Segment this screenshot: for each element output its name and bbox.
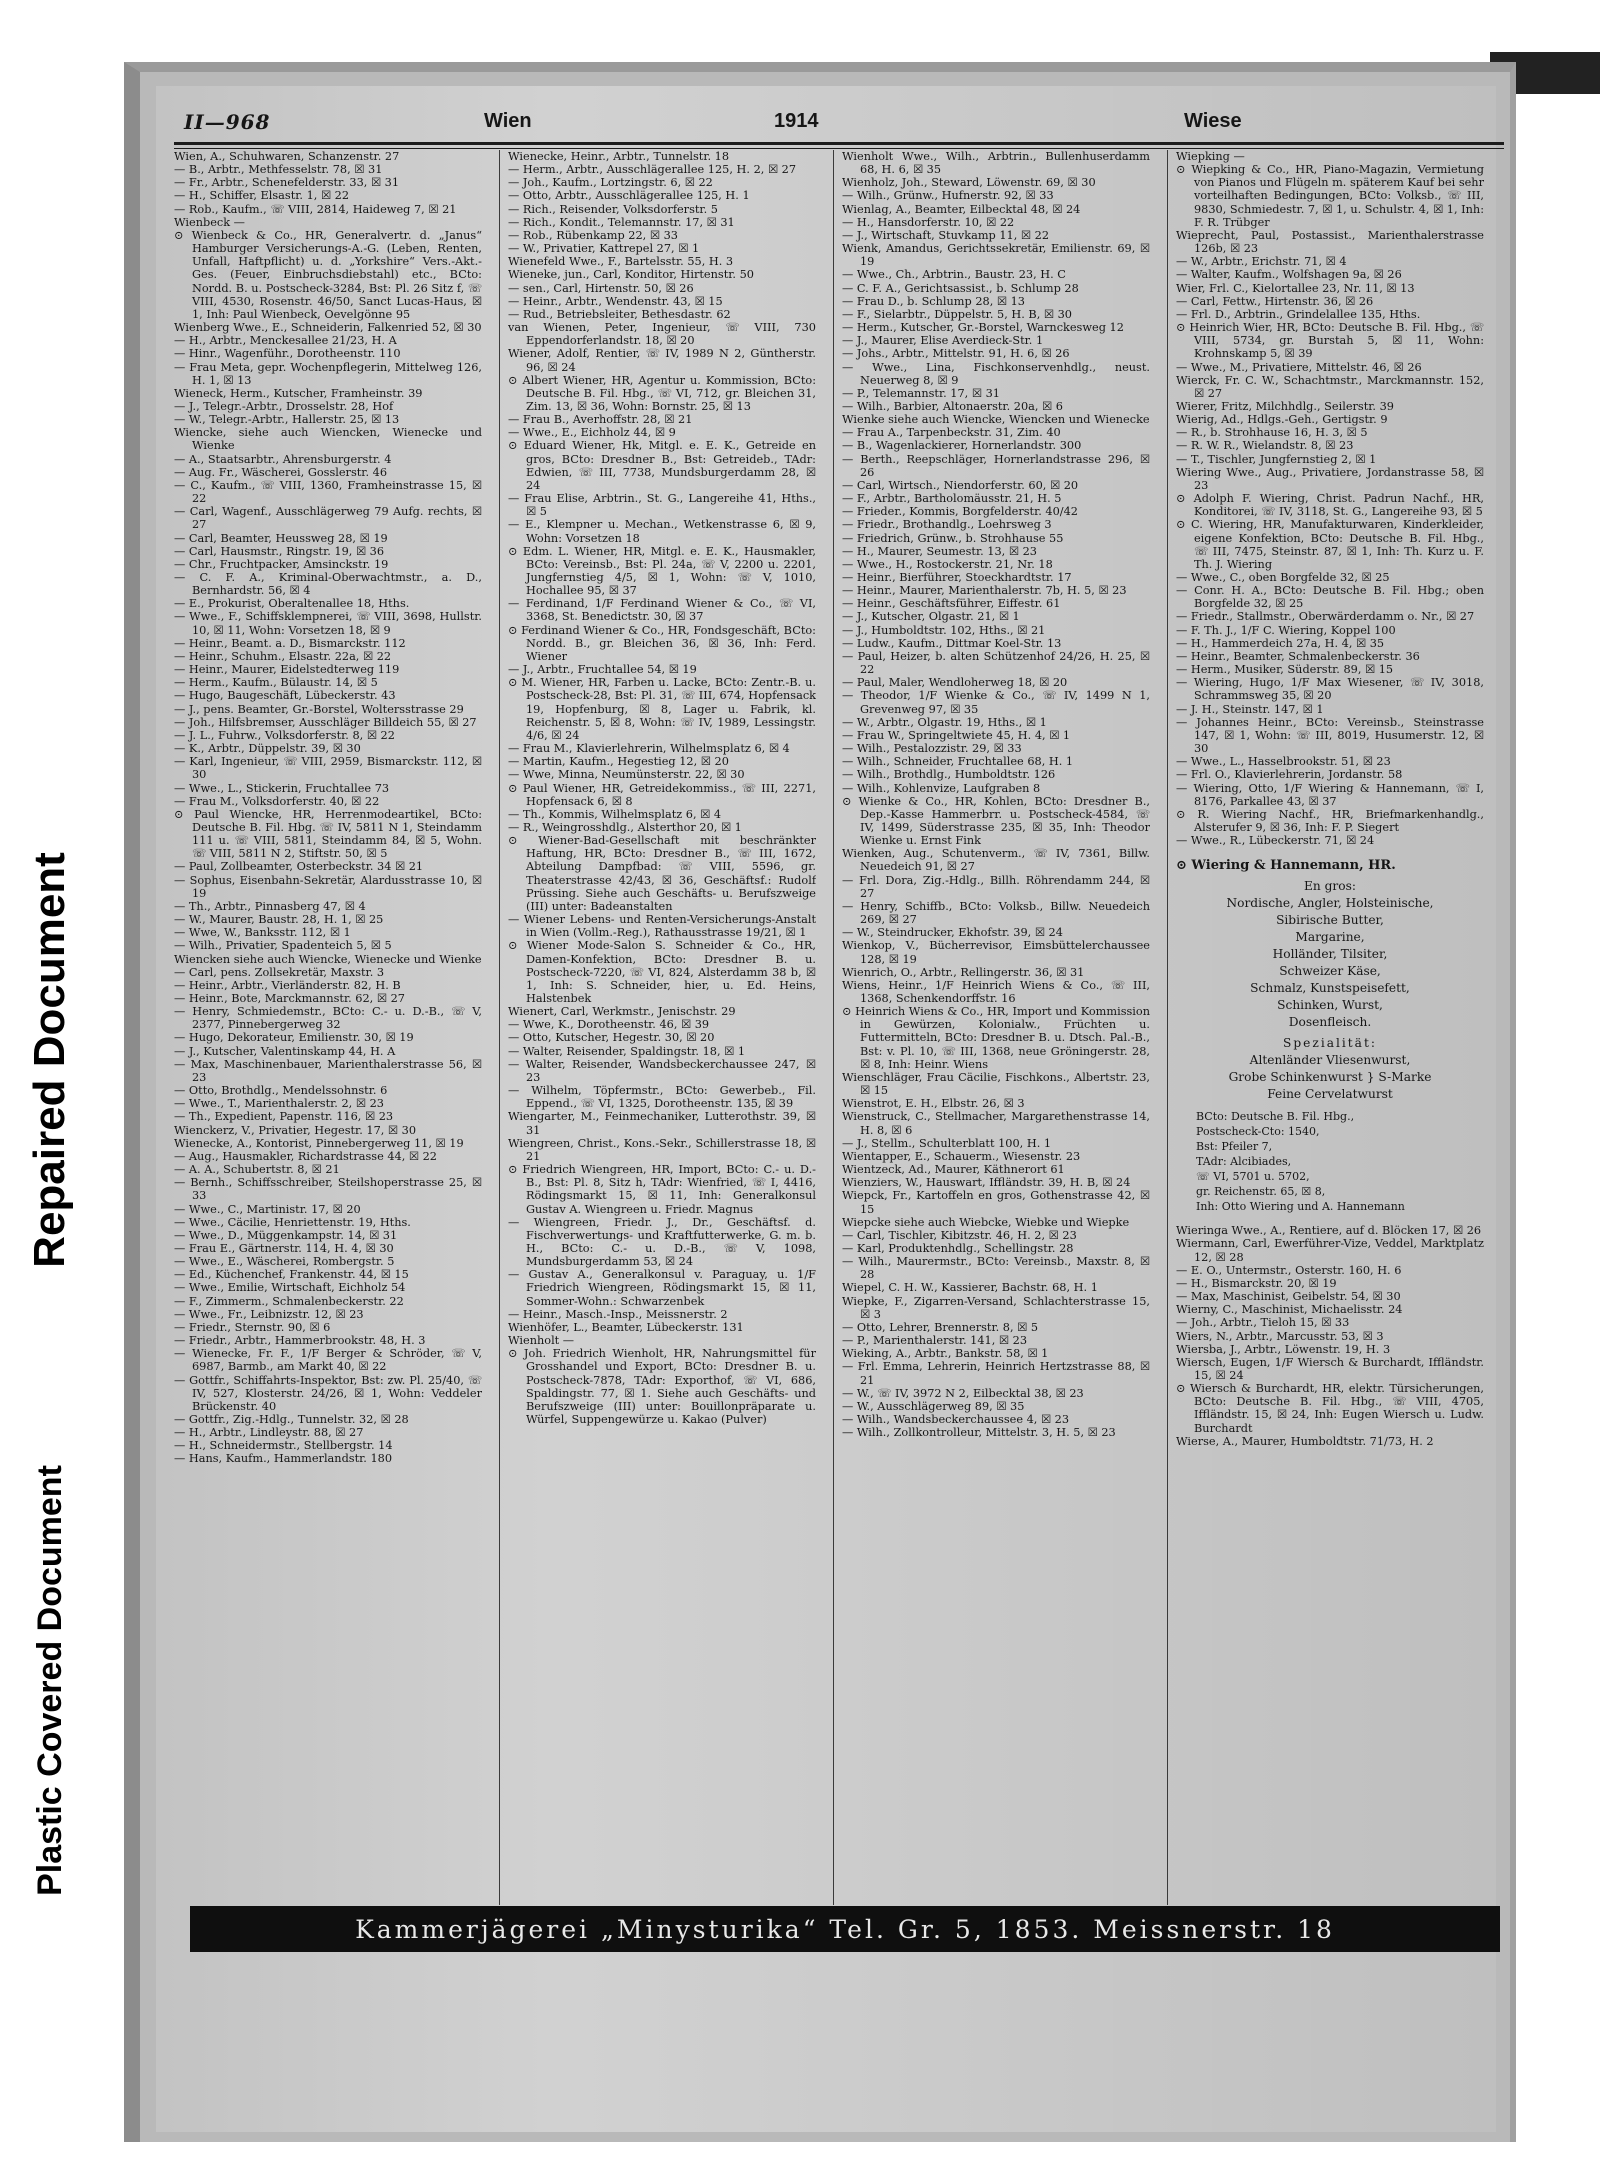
directory-entry: ⊙ Wienbeck & Co., HR, Generalvertr. d. „Janus“ Hamburger Versicherungs-A.-G. (Leben, Renten, Unfall, Haftpflicht) u. d. „Yorkshire“ Vers.-Akt.-Ges. (Feuer, Einbruchsdiebstahl) etc., BCto: Nordd. B. u. Postscheck-3284, Bst: Pl. 26 Sitz f, ☏ VIII, 4530, Rosenstr. 46/50, Sanct Lucas-Haus, ☒ 1, Inh: Paul Wienbeck, Oevelgönne 95 (174, 228, 482, 321)
directory-entry: — Wilh., Wandsbeckerchaussee 4, ☒ 23 (842, 1413, 1070, 1426)
directory-entry: Wienecke, Heinr., Arbtr., Tunnelstr. 18 (508, 150, 730, 163)
directory-entry: — Wwe, K., Dorotheenstr. 46, ☒ 39 (508, 1018, 710, 1032)
directory-entry: ⊙ Ferdinand Wiener & Co., HR, Fondsgeschäft, BCto: Nordd. B., gr. Bleichen 36, ☒ 36, Inh: Ferd. Wiener (508, 623, 816, 663)
directory-entry: — W., Arbtr., Olgastr. 19, Hths., ☒ 1 (842, 715, 1047, 729)
directory-entry: Wiencken siehe auch Wiencke, Wienecke und Wienke (174, 952, 482, 966)
header-keyword: Wiese (1184, 110, 1242, 132)
directory-entry: — Wwe., M., Privatiere, Mittelstr. 46, ☒ 26 (1176, 360, 1422, 374)
directory-entry: Wiens, Heinr., 1/F Heinrich Wiens & Co., ☏ III, 1368, Schenkendorffstr. 16 (842, 978, 1150, 1005)
directory-entry: Wierny, C., Maschinist, Michaelisstr. 24 (1176, 1303, 1403, 1317)
directory-entry: — W., Steindrucker, Ekhofstr. 39, ☒ 24 (842, 926, 1063, 940)
column-4-after-entries (1176, 1224, 1484, 1448)
directory-entry: — Heinr., Maurer, Marienthalerstr. 7b, H. 5, ☒ 23 (842, 584, 1127, 598)
advertisement (1176, 857, 1484, 1214)
directory-entry: — H., Schneidermstr., Stellbergstr. 14 (174, 1439, 393, 1453)
directory-entry: — Hans, Kaufm., Hammerlandstr. 180 (174, 1452, 393, 1466)
directory-entry: Wienholz, Joh., Steward, Löwenstr. 69, ☒ 30 (842, 176, 1096, 190)
directory-entry: — W., Maurer, Baustr. 28, H. 1, ☒ 25 (174, 913, 384, 927)
directory-entry: Wienke siehe auch Wiencke, Wiencken und Wienecke (842, 413, 1150, 427)
directory-entry: Margarine, (1295, 930, 1365, 945)
directory-entry: Wienckerz, V., Privatier, Hegestr. 17, ☒ 30 (174, 1123, 417, 1137)
directory-entry: Wienschläger, Frau Cäcilie, Fischkons., Albertstr. 23, ☒ 15 (842, 1070, 1150, 1098)
directory-entry: ⊙ Friedrich Wiengreen, HR, Import, BCto: C.- u. D.-B., Bst: Pl. 8, Sitz h, TAdr: Wienfried, ☏ I, 4416, Rödingsmarkt 15, ☒ 11, Inh: Generalkonsul Gustav A. Wiengreen u. Friedr. Magnus (508, 1163, 816, 1216)
directory-entry: — Carl, Beamter, Heussweg 28, ☒ 19 (174, 531, 388, 545)
directory-entry: — A., Staatsarbtr., Ahrensburgerstr. 4 (174, 452, 392, 466)
directory-entry: — E. O., Untermstr., Osterstr. 160, H. 6 (1176, 1263, 1402, 1277)
scanned-page (124, 62, 1516, 2142)
directory-entry: — Martin, Kaufm., Hegestieg 12, ☒ 20 (508, 755, 729, 769)
directory-entry: — Theodor, 1/F Wienke & Co., ☏ IV, 1499 N 1, Grevenweg 97, ☒ 35 (842, 689, 1150, 716)
directory-entry: — Otto, Brothdlg., Mendelssohnstr. 6 (174, 1084, 388, 1098)
directory-entry: — H., Maurer, Seumestr. 13, ☒ 23 (842, 544, 1037, 558)
directory-entry: — Frau M., Volksdorferstr. 40, ☒ 22 (174, 794, 380, 808)
directory-entry: Inh: Otto Wiering und A. Hannemann (1196, 1200, 1405, 1214)
directory-entry: Wiepck, Fr., Kartoffeln en gros, Gothenstrasse 42, ☒ 15 (842, 1189, 1150, 1216)
plastic-covered-text: Plastic Covered Document (30, 1464, 69, 1896)
directory-entry: — sen., Carl, Hirtenstr. 50, ☒ 26 (508, 281, 694, 295)
directory-entry: Wiering Wwe., Aug., Privatiere, Jordanstrasse 58, ☒ 23 (1176, 465, 1484, 492)
directory-entry: — Paul, Maler, Wendloherweg 18, ☒ 20 (842, 676, 1068, 690)
directory-entry: — Wwe., L., Hasselbrookstr. 51, ☒ 23 (1176, 755, 1391, 769)
directory-entry: — Wwe., H., Rostockerstr. 21, Nr. 18 (842, 557, 1053, 571)
directory-entry: — Friedrich, Grünw., b. Strohhause 55 (842, 531, 1064, 545)
directory-entry: — Frl. Emma, Lehrerin, Heinrich Hertzstrasse 88, ☒ 21 (842, 1360, 1150, 1387)
directory-entry: — Heinr., Arbtr., Wendenstr. 43, ☒ 15 (508, 294, 723, 308)
header-rule-thin (174, 148, 1504, 149)
directory-entry: — J., Wirtschaft, Stuvkamp 11, ☒ 22 (842, 228, 1050, 242)
directory-entry: — Aug. Fr., Wäscherei, Gosslerstr. 46 (174, 465, 388, 479)
directory-entry: — Wwe., D., Müggenkampstr. 14, ☒ 31 (174, 1228, 398, 1242)
directory-entry: ⊙ Heinrich Wiens & Co., HR, Import und Kommission in Gewürzen, Kolonialw., Früchten u. Futtermitteln, BCto: Dresdner B. u. Dtsch. Pal.-B., Bst: v. Pl. 10, ☏ III, 1368, neue Gröningerstr. 28, ☒ 8, Inh: Heinr. Wiens (842, 1005, 1150, 1071)
directory-entry: Wiers, N., Arbtr., Marcusstr. 53, ☒ 3 (1176, 1329, 1384, 1343)
directory-entry: Sibirische Butter, (1276, 913, 1384, 928)
directory-entry: — T., Tischler, Jungfernstieg 2, ☒ 1 (1176, 452, 1377, 466)
directory-entry: — Wwe., R., Lübeckerstr. 71, ☒ 24 (1176, 834, 1375, 848)
directory-entry: — R., b. Strohhause 16, H. 3, ☒ 5 (1176, 426, 1368, 440)
directory-entry: — Frau Elise, Arbtrin., St. G., Langereihe 41, Hths., ☒ 5 (508, 492, 816, 519)
directory-entry: — Th., Kommis, Wilhelmsplatz 6, ☒ 4 (508, 807, 722, 821)
directory-entry: — H., Hansdorferstr. 10, ☒ 22 (842, 215, 1015, 229)
directory-entry: — Wilh., Privatier, Spadenteich 5, ☒ 5 (174, 939, 392, 953)
directory-entry: ⊙ R. Wiering Nachf., HR, Briefmarkenhandlg., Alsterufer 9, ☒ 36, Inh: F. P. Siegert (1176, 807, 1484, 834)
directory-entry: — Joh., Hilfsbremser, Ausschläger Billdeich 55, ☒ 27 (174, 715, 477, 729)
directory-entry: — Heinr., Bierführer, Stoeckhardtstr. 17 (842, 571, 1072, 584)
directory-entry: — J., Telegr.-Arbtr., Drosselstr. 28, Hof (174, 399, 394, 413)
directory-entry: — Johannes Heinr., BCto: Vereinsb., Steinstrasse 147, ☒ 1, Wohn: ☏ III, 8019, Husumerstr. 12, ☒ 30 (1176, 715, 1484, 756)
directory-entry: Wienholt Wwe., Wilh., Arbtrin., Bullenhuserdamm 68, H. 6, ☒ 35 (842, 150, 1150, 177)
directory-entry: Schweizer Käse, (1279, 964, 1381, 979)
directory-entry: — Heinr., Beamt. a. D., Bismarckstr. 112 (174, 636, 406, 650)
directory-entry: — K., Arbtr., Düppelstr. 39, ☒ 30 (174, 742, 361, 756)
directory-entry: Wiepke, F., Zigarren-Versand, Schlachterstrasse 15, ☒ 3 (842, 1294, 1150, 1321)
directory-entry: — Carl, Wagenf., Ausschlägerweg 79 Aufg. rechts, ☒ 27 (174, 505, 482, 532)
directory-entry: — Wilh., Schneider, Fruchtallee 68, H. 1 (842, 755, 1074, 769)
page-number: II—968 (184, 110, 271, 134)
directory-entry: — H., Arbtr., Lindleystr. 88, ☒ 27 (174, 1426, 364, 1440)
directory-entry: — Otto, Lehrer, Brennerstr. 8, ☒ 5 (842, 1320, 1039, 1334)
directory-entry: — Gustav A., Generalkonsul v. Paraguay, u. 1/F Friedrich Wiengreen, Rödingsmarkt 15, ☒ 11, Sommer-Wohn.: Schwarzenbek (508, 1268, 816, 1308)
directory-entry: — Wwe., T., Marienthalerstr. 2, ☒ 23 (174, 1097, 384, 1111)
directory-entry: — Karl, Produktenhdlg., Schellingstr. 28 (842, 1241, 1074, 1255)
directory-entry: — Karl, Ingenieur, ☏ VIII, 2959, Bismarckstr. 112, ☒ 30 (174, 755, 482, 782)
directory-entry: Wienert, Carl, Werkmstr., Jenischstr. 29 (508, 1005, 736, 1019)
directory-entry: Wieneck, Herm., Kutscher, Framheinstr. 39 (174, 386, 423, 400)
directory-entry: — E., Prokurist, Oberaltenallee 18, Hths. (174, 597, 410, 611)
directory-entry: — Joh., Kaufm., Lortzingstr. 6, ☒ 22 (508, 176, 713, 190)
directory-entry: — Ludw., Kaufm., Dittmar Koel-Str. 13 (842, 636, 1062, 650)
directory-entry: Wiersba, J., Arbtr., Löwenstr. 19, H. 3 (1176, 1342, 1391, 1356)
directory-entry: — J., pens. Beamter, Gr.-Borstel, Woltersstrasse 29 (174, 702, 464, 716)
column-divider (499, 150, 500, 1905)
directory-entry: — H., Arbtr., Menckesallee 21/23, H. A (174, 334, 397, 348)
directory-entry: Wierer, Fritz, Milchhdlg., Seilerstr. 39 (1176, 399, 1394, 413)
directory-entry: Wierck, Fr. C. W., Schachtmstr., Marckmannstr. 152, ☒ 27 (1176, 373, 1484, 400)
directory-entry: — Th., Expedient, Papenstr. 116, ☒ 23 (174, 1110, 394, 1124)
directory-entry: — Wiering, Otto, 1/F Wiering & Hannemann, ☏ I, 8176, Parkallee 43, ☒ 37 (1176, 781, 1484, 808)
directory-entry: — Carl, Fettw., Hirtenstr. 36, ☒ 26 (1176, 294, 1374, 308)
directory-entry: ⊙ Edm. L. Wiener, HR, Mitgl. e. E. K., Hausmakler, BCto: Vereinsb., Bst: Pl. 24a, ☏ V, 2200 u. 2201, Jungfernstieg 4/5, ☒ 1, Wohn: ☏ V, 1010, Hochallee 95, ☒ 37 (508, 544, 816, 598)
directory-entry: Wienrich, O., Arbtr., Rellingerstr. 36, ☒ 31 (842, 965, 1085, 979)
directory-entry: ⊙ Joh. Friedrich Wienholt, HR, Nahrungsmittel für Grosshandel und Export, BCto: Dresdner B. u. Postscheck-7878, TAdr: Exporthof, ☏ VI, 686, Spaldingstr. 77, ☒ 1. Siehe auch Geschäfts- und Berufszweige (III) unter: Bouillonpräparate u. Würfel, Suppengewürze u. Kakao (Pulver) (508, 1347, 816, 1426)
directory-entry: — Johs., Arbtr., Mittelstr. 91, H. 6, ☒ 26 (842, 347, 1070, 361)
directory-entry: — Carl, Wirtsch., Niendorferstr. 60, ☒ 20 (842, 478, 1079, 492)
directory-entry: Wienholt — (508, 1334, 575, 1348)
directory-entry: Wieneke, jun., Carl, Konditor, Hirtenstr. 50 (508, 268, 754, 282)
directory-entry: — H., Schiffer, Elsastr. 1, ☒ 22 (174, 189, 350, 203)
directory-entry: — C. F. A., Gerichtsassist., b. Schlump 28 (842, 281, 1079, 295)
directory-entry: — Walter, Reisender, Wandsbeckerchaussee 247, ☒ 23 (508, 1057, 816, 1084)
directory-entry: Wienk, Amandus, Gerichtssekretär, Emilienstr. 69, ☒ 19 (842, 242, 1150, 269)
directory-entry: — Wwe., L., Stickerin, Fruchtallee 73 (174, 781, 390, 795)
banner-text: Kammerjägerei „Minysturika“ Tel. Gr. 5, 1853. Meissnerstr. 18 (355, 1914, 1335, 1944)
directory-entry: — J., Kutscher, Olgastr. 21, ☒ 1 (842, 610, 1020, 624)
directory-entry: Wiepel, C. H. W., Kassierer, Bachstr. 68, H. 1 (842, 1281, 1098, 1295)
directory-entry: ⊙ C. Wiering, HR, Manufakturwaren, Kinderkleider, eigene Konfektion, BCto: Deutsche B. Fil. Hbg., ☏ III, 7475, Steinstr. 87, ☒ 1, Inh: Th. Kurz u. F. Th. J. Wiering (1176, 518, 1484, 571)
advert-details (1176, 1109, 1484, 1214)
directory-entry: — Wilh., Kohlenvize, Laufgraben 8 (842, 781, 1041, 795)
directory-entry: Holländer, Tilsiter, (1272, 947, 1388, 962)
directory-entry: — Walter, Reisender, Spaldingstr. 18, ☒ 1 (508, 1044, 746, 1058)
directory-entry: — Heinr., Schuhm., Elsastr. 22a, ☒ 22 (174, 649, 392, 663)
directory-entry: Wienberg Wwe., E., Schneiderin, Falkenried 52, ☒ 30 (174, 321, 482, 335)
directory-entry: — H., Bismarckstr. 20, ☒ 19 (1176, 1276, 1337, 1290)
directory-entry: Dosenfleisch. (1288, 1015, 1372, 1030)
directory-entry: — R., Weingrosshdlg., Alsterthor 20, ☒ 1 (508, 820, 742, 834)
directory-entry: Wierse, A., Maurer, Humboldtstr. 71/73, H. 2 (1176, 1434, 1434, 1448)
directory-entry: Wiermann, Carl, Ewerführer-Vize, Veddel, Marktplatz 12, ☒ 28 (1176, 1237, 1484, 1264)
directory-entry: — J., Humboldtstr. 102, Hths., ☒ 21 (842, 623, 1046, 637)
directory-entry: — Friedr., Arbtr., Hammerbrookstr. 48, H. 3 (174, 1334, 426, 1348)
directory-entry: — Wilh., Zollkontrolleur, Mittelstr. 3, H. 5, ☒ 23 (842, 1426, 1116, 1440)
directory-entry: — W., Telegr.-Arbtr., Hallerstr. 25, ☒ 13 (174, 413, 400, 427)
directory-entry: — Wilhelm, Töpfermstr., BCto: Gewerbeb., Fil. Eppend., ☏ VI, 1325, Dorotheenstr. 135, ☒ 39 (508, 1084, 816, 1111)
directory-entry: ⊙ Albert Wiener, HR, Agentur u. Kommission, BCto: Deutsche B. Fil. Hbg., ☏ VI, 712, gr. Bleichen 31, Zim. 13, ☒ 36, Wohn: Bornstr. 25, ☒ 13 (508, 373, 816, 413)
directory-entry: — Fr., Arbtr., Schenefelderstr. 33, ☒ 31 (174, 176, 400, 190)
directory-entry: — Henry, Schmiedemstr., BCto: C.- u. D.-B., ☏ V, 2377, Pinnebergerweg 32 (174, 1005, 482, 1032)
directory-entry: — J. H., Steinstr. 147, ☒ 1 (1176, 702, 1324, 716)
directory-entry: — Wwe., C., oben Borgfelde 32, ☒ 25 (1176, 571, 1390, 584)
directory-entry: — F., Zimmerm., Schmalenbeckerstr. 22 (174, 1294, 404, 1308)
directory-entry: Wierig, Ad., Hdlgs.-Geh., Gertigstr. 9 (1176, 413, 1388, 427)
directory-entry: Wiepcke siehe auch Wiebcke, Wiebke und Wiepke (842, 1215, 1130, 1229)
paper (156, 86, 1496, 2132)
directory-entry: Nordische, Angler, Holsteinische, (1226, 896, 1434, 911)
directory-entry: — Th., Arbtr., Pinnasberg 47, ☒ 4 (174, 899, 366, 913)
directory-entry: ⊙ Paul Wiener, HR, Getreidekommiss., ☏ III, 2271, Hopfensack 6, ☒ 8 (508, 781, 816, 808)
directory-entry: — Frl. O., Klavierlehrerin, Jordanstr. 58 (1176, 768, 1403, 782)
repaired-document-text: Repaired Document (25, 852, 75, 1268)
header-rule (174, 142, 1504, 145)
directory-entry: Wien, A., Schuhwaren, Schanzenstr. 27 (174, 150, 400, 163)
directory-entry: — J., Kutscher, Valentinskamp 44, H. A (174, 1044, 396, 1058)
advertisement-banner (190, 1906, 1500, 1952)
directory-entry: Wieprecht, Paul, Postassist., Marienthalerstrasse 126b, ☒ 23 (1176, 228, 1484, 256)
directory-entry: Wiener, Adolf, Rentier, ☏ IV, 1989 N 2, Güntherstr. 96, ☒ 24 (508, 347, 816, 374)
directory-entry: — Wwe., Cäcilie, Henriettenstr. 19, Hths. (174, 1215, 411, 1229)
directory-entry: ⊙ Heinrich Wier, HR, BCto: Deutsche B. Fil. Hbg., ☏ VIII, 5734, gr. Burstah 5, ☒ 11, Wohn: Krohnskamp 5, ☒ 39 (1176, 321, 1484, 361)
directory-entry: Postscheck-Cto: 1540, (1196, 1125, 1320, 1139)
advert-title: ⊙ Wiering & Hannemann, HR. (1176, 858, 1396, 874)
directory-entry: Bst: Pfeiler 7, (1196, 1140, 1273, 1154)
directory-entry: Wiengarter, M., Feinmechaniker, Lutterothstr. 39, ☒ 31 (508, 1110, 816, 1137)
advert-specialities-heading: Spezialität: (1283, 1036, 1377, 1051)
directory-entry: — C., Kaufm., ☏ VIII, 1360, Framheinstrasse 15, ☒ 22 (174, 478, 482, 506)
directory-entry: — P., Marienthalerstr. 141, ☒ 23 (842, 1334, 1028, 1348)
directory-entry: — Wwe., F., Schiffsklempnerei, ☏ VIII, 3698, Hullstr. 10, ☒ 11, Wohn: Vorsetzen 18, ☒ 9 (174, 610, 482, 637)
directory-column-2 (508, 150, 816, 1903)
directory-entry: — Carl, pens. Zollsekretär, Maxstr. 3 (174, 965, 385, 979)
directory-entry: — Heinr., Geschäftsführer, Eiffestr. 61 (842, 597, 1061, 611)
directory-entry: — Gottfr., Zig.-Hdlg., Tunnelstr. 32, ☒ 28 (174, 1413, 409, 1426)
directory-entry: Schmalz, Kunstspeisefett, (1250, 981, 1410, 996)
directory-entry: — Wilh., Pestalozzistr. 29, ☒ 33 (842, 742, 1022, 756)
column-divider (833, 150, 834, 1905)
directory-entry: — Frau Meta, gepr. Wochenpflegerin, Mittelweg 126, H. 1, ☒ 13 (174, 360, 482, 387)
directory-entry: Feine Cervelatwurst (1267, 1087, 1393, 1102)
directory-entry: — F., Sielarbtr., Düppelstr. 5, H. B, ☒ 30 (842, 307, 1072, 321)
directory-entry: Wienhöfer, L., Beamter, Lübeckerstr. 131 (508, 1320, 744, 1334)
directory-entry: Wienkop, V., Bücherrevisor, Eimsbüttelerchaussee 128, ☒ 19 (842, 939, 1150, 966)
directory-entry: ⊙ Adolph F. Wiering, Christ. Padrun Nachf., HR, Konditorei, ☏ IV, 3118, St. G., Langereihe 93, ☒ 5 (1176, 492, 1484, 519)
directory-entry: — Hugo, Baugeschäft, Lübeckerstr. 43 (174, 689, 396, 703)
directory-entry: Wienlag, A., Beamter, Eilbecktal 48, ☒ 24 (842, 202, 1081, 216)
directory-entry: — C. F. A., Kriminal-Oberwachtmstr., a. D., Bernhardstr. 56, ☒ 4 (174, 571, 482, 598)
directory-entry: BCto: Deutsche B. Fil. Hbg., (1196, 1110, 1355, 1124)
directory-entry: — E., Klempner u. Mechan., Wetkenstrasse 6, ☒ 9, Wohn: Vorsetzen 18 (508, 518, 816, 545)
directory-entry: van Wienen, Peter, Ingenieur, ☏ VIII, 730 Eppendorferlandstr. 18, ☒ 20 (508, 321, 816, 348)
directory-column-1 (174, 150, 482, 1903)
directory-entry: — Walter, Kaufm., Wolfshagen 9a, ☒ 26 (1176, 268, 1402, 282)
directory-entry: gr. Reichenstr. 65, ☒ 8, (1196, 1185, 1326, 1199)
directory-entry: ⊙ Wiener-Bad-Gesellschaft mit beschränkter Haftung, HR, BCto: Dresdner B., ☏ III, 1672, Abteilung Dampfbad: ☏ VIII, 5596, gr. Theaterstrasse 42/43, ☒ 36, Geschäftsf.: Rudolf Prüssing. Siehe auch Geschäfts- u. Berufszweige (III) unter: Badeanstalten (508, 834, 816, 913)
directory-entry: — Gottfr., Schiffahrts-Inspektor, Bst: zw. Pl. 25/40, ☏ IV, 527, Klosterstr. 24/26, ☒ 1, Wohn: Veddeler Brückenstr. 40 (174, 1373, 482, 1413)
directory-entry: — Friedr., Sternstr. 90, ☒ 6 (174, 1320, 331, 1334)
directory-entry: — Berth., Reepschläger, Hornerlandstrasse 296, ☒ 26 (842, 452, 1150, 479)
advert-specialities (1176, 1052, 1484, 1103)
header-year: 1914 (774, 110, 819, 132)
directory-entry: — Wilh., Barbier, Altonaerstr. 20a, ☒ 6 (842, 399, 1063, 413)
directory-entry: — Chr., Fruchtpacker, Amsinckstr. 19 (174, 557, 389, 571)
directory-entry: — J., Stellm., Schulterblatt 100, H. 1 (842, 1136, 1052, 1150)
directory-entry: — Wwe., Ch., Arbtrin., Baustr. 23, H. C (842, 268, 1066, 282)
directory-entry: — Herm., Musiker, Süderstr. 89, ☒ 15 (1176, 663, 1394, 677)
directory-entry: Schinken, Wurst, (1277, 998, 1383, 1013)
directory-entry: — Herm., Kaufm., Bülaustr. 14, ☒ 5 (174, 676, 378, 690)
directory-entry: — Friedr., Brothandlg., Loehrsweg 3 (842, 518, 1052, 532)
directory-entry: — Bernh., Schiffsschreiber, Steilshoperstrasse 25, ☒ 33 (174, 1176, 482, 1203)
directory-entry: Wieking, A., Arbtr., Bankstr. 58, ☒ 1 (842, 1347, 1049, 1361)
directory-entry: — R. W. R., Wielandstr. 8, ☒ 23 (1176, 439, 1354, 453)
directory-entry: — Frl. D., Arbtrin., Grindelallee 135, Hths. (1176, 307, 1421, 321)
directory-entry: ⊙ Wienke & Co., HR, Kohlen, BCto: Dresdner B., Dep.-Kasse Hammerbrr. u. Postscheck-4584, ☏ IV, 1499, Süderstrasse 235, ☒ 35, Inh: Theodor Wienke u. Ernst Fink (842, 794, 1150, 848)
directory-entry: — Ferdinand, 1/F Ferdinand Wiener & Co., ☏ VI, 3368, St. Benedictstr. 30, ☒ 37 (508, 597, 816, 624)
directory-entry: ⊙ Paul Wiencke, HR, Herrenmodeartikel, BCto: Deutsche B. Fil. Hbg. ☏ IV, 5811 N 1, Steindamm 111 u. ☏ VIII, 5811, Steindamm 84, ☒ 5, Wohn. ☏ VIII, 5811 N 2, Stiftstr. 50, ☒ 5 (174, 807, 482, 861)
directory-entry: — Frl. Dora, Zig.-Hdlg., Billh. Röhrendamm 244, ☒ 27 (842, 873, 1150, 900)
directory-entry: — W., Privatier, Kattrepel 27, ☒ 1 (508, 242, 700, 256)
directory-entry: ⊙ Wiersch & Burchardt, HR, elektr. Türsicherungen, BCto: Deutsche B. Fil. Hbg., ☏ VIII, 4705, Iffländstr. 15, ☒ 24, Inh: Eugen Wiersch u. Ludw. Burchardt (1176, 1382, 1484, 1435)
directory-entry: — Otto, Arbtr., Ausschlägerallee 125, H. 1 (508, 189, 750, 203)
column-divider (1167, 150, 1168, 1905)
directory-entry: Wienecke, A., Kontorist, Pinnebergerweg 11, ☒ 19 (174, 1136, 464, 1150)
advert-heading: En gros: (1304, 879, 1356, 894)
directory-entry: — Conr. H. A., BCto: Deutsche B. Fil. Hbg.; oben Borgfelde 32, ☒ 25 (1176, 584, 1484, 611)
directory-entry: — Frau A., Tarpenbeckstr. 31, Zim. 40 (842, 426, 1061, 440)
directory-entry: — Paul, Heizer, b. alten Schützenhof 24/26, H. 25, ☒ 22 (842, 649, 1150, 677)
directory-entry: Wientzeck, Ad., Maurer, Käthnerort 61 (842, 1163, 1065, 1177)
directory-entry: Wienken, Aug., Schutenverm., ☏ IV, 7361, Billw. Neuedeich 91, ☒ 27 (842, 847, 1150, 874)
directory-entry: — Hugo, Dekorateur, Emilienstr. 30, ☒ 19 (174, 1031, 414, 1045)
directory-entry: — H., Hammerdeich 27a, H. 4, ☒ 35 (1176, 636, 1385, 650)
directory-entry: — Wwe., Emilie, Wirtschaft, Eichholz 54 (174, 1281, 406, 1295)
directory-entry: — Hinr., Wagenführ., Dorotheenstr. 110 (174, 347, 401, 361)
directory-entry: — Wwe., E., Wäscherei, Rombergstr. 5 (174, 1255, 395, 1269)
directory-entry: — Carl, Hausmstr., Ringstr. 19, ☒ 36 (174, 544, 385, 558)
directory-entry: — J., Maurer, Elise Averdieck-Str. 1 (842, 334, 1044, 348)
directory-column-3 (842, 150, 1150, 1903)
directory-entry: — Heinr., Masch.-Insp., Meissnerstr. 2 (508, 1307, 728, 1321)
directory-entry: Wier, Frl. C., Kielortallee 23, Nr. 11, ☒ 13 (1176, 281, 1415, 295)
directory-entry: — Heinr., Arbtr., Vierländerstr. 82, H. B (174, 978, 401, 992)
directory-entry: — B., Arbtr., Methfesselstr. 78, ☒ 31 (174, 163, 383, 177)
directory-entry: — W., Arbtr., Erichstr. 71, ☒ 4 (1176, 255, 1347, 269)
directory-entry: — Wienecke, Fr. F., 1/F Berger & Schröder, ☏ V, 6987, Barmb., am Markt 40, ☒ 22 (174, 1347, 482, 1374)
page-header (174, 110, 1494, 138)
directory-entry: Wiencke, siehe auch Wiencken, Wienecke und Wienke (174, 426, 482, 453)
directory-entry: — F. Th. J., 1/F C. Wiering, Koppel 100 (1176, 623, 1396, 637)
plastic-covered-label (0, 1380, 100, 1980)
directory-entry: — A. A., Schubertstr. 8, ☒ 21 (174, 1163, 340, 1177)
directory-entry: — Rich., Reisender, Volksdorferstr. 5 (508, 202, 718, 216)
directory-entry: — Otto, Kutscher, Hegestr. 30, ☒ 20 (508, 1031, 715, 1045)
directory-entry: — Paul, Zollbeamter, Osterbeckstr. 34 ☒ 21 (174, 860, 424, 874)
directory-entry: — Frieder., Kommis, Borgfelderstr. 40/42 (842, 505, 1078, 519)
directory-entry: — Sophus, Eisenbahn-Sekretär, Alardusstrasse 10, ☒ 19 (174, 873, 482, 900)
directory-entry: — Rob., Kaufm., ☏ VIII, 2814, Haideweg 7, ☒ 21 (174, 202, 457, 216)
directory-entry: Wientapper, E., Schauerm., Wiesenstr. 23 (842, 1149, 1081, 1163)
directory-entry: — Friedr., Stallmstr., Oberwärderdamm o. Nr., ☒ 27 (1176, 610, 1475, 624)
directory-entry: — Rob., Rübenkamp 22, ☒ 33 (508, 228, 678, 242)
directory-entry: — Wiengreen, Friedr. J., Dr., Geschäftsf. d. Fischverwertungs- und Kraftfutterwerke, G. m. b. H., BCto: C.- u. D.-B., ☏ V, 1098, Mundsburgerdamm 53, ☒ 24 (508, 1215, 816, 1269)
directory-entry: — Rud., Betriebsleiter, Bethesdastr. 62 (508, 307, 731, 321)
directory-entry: Wienstrot, E. H., Elbstr. 26, ☒ 3 (842, 1097, 1025, 1111)
directory-entry: Wiersch, Eugen, 1/F Wiersch & Burchardt, Iffländstr. 15, ☒ 24 (1176, 1355, 1484, 1382)
directory-entry: — Frau D., b. Schlump 28, ☒ 13 (842, 294, 1025, 308)
advert-lines (1176, 895, 1484, 1031)
directory-entry: Wiengreen, Christ., Kons.-Sekr., Schillerstrasse 18, ☒ 21 (508, 1136, 816, 1163)
directory-entry: Wiepking — (1176, 150, 1245, 163)
directory-entry: — Joh., Arbtr., Tieloh 15, ☒ 33 (1176, 1316, 1350, 1330)
column-4-entries (1176, 150, 1484, 847)
directory-entry: — B., Wagenlackierer, Hornerlandstr. 300 (842, 439, 1082, 453)
directory-entry: — Wilh., Maurermstr., BCto: Vereinsb., Maxstr. 8, ☒ 28 (842, 1255, 1150, 1282)
directory-entry: — Henry, Schiffb., BCto: Volksb., Billw. Neuedeich 269, ☒ 27 (842, 899, 1150, 927)
directory-entry: — J., Arbtr., Fruchtallee 54, ☒ 19 (508, 663, 697, 677)
directory-entry: — Rich., Kondit., Telemannstr. 17, ☒ 31 (508, 215, 735, 229)
directory-entry: ⊙ M. Wiener, HR, Farben u. Lacke, BCto: Zentr.-B. u. Postscheck-28, Bst: Pl. 31, ☏ III, 674, Hopfensack 19, Hopfenburg, ☒ 8, Lager u. Fabrik, kl. Reichenstr. 5, ☒ 8, Wohn: ☏ IV, 1989, Lessingstr. 4/6, ☒ 24 (508, 676, 816, 742)
directory-entry: — Carl, Tischler, Kibitzstr. 46, H. 2, ☒ 23 (842, 1228, 1077, 1242)
directory-entry: — Frau W., Springeltwiete 45, H. 4, ☒ 1 (842, 728, 1071, 742)
directory-entry: — Wilh., Grünw., Hufnerstr. 92, ☒ 33 (842, 189, 1054, 203)
directory-entry: — J. L., Fuhrw., Volksdorferstr. 8, ☒ 22 (174, 728, 395, 742)
directory-entry: Wienstruck, C., Stellmacher, Margarethenstrasse 14, H. 8, ☒ 6 (842, 1110, 1150, 1137)
directory-entry: — Wwe, W., Banksstr. 112, ☒ 1 (174, 926, 351, 940)
directory-entry: — Wwe., E., Eichholz 44, ☒ 9 (508, 426, 676, 440)
directory-entry: Altenländer Vliesenwurst, (1249, 1053, 1411, 1068)
directory-entry: ⊙ Eduard Wiener, Hk, Mitgl. e. E. K., Getreide en gros, BCto: Dresdner B., Bst: Getreideb., TAdr: Edwien, ☏ III, 7738, Mundsburgerdamm 28, ☒ 24 (508, 439, 816, 492)
directory-entry: — Wwe., Lina, Fischkonservenhdlg., neust. Neuerweg 8, ☒ 9 (842, 360, 1150, 387)
directory-entry: — Frau B., Averhoffstr. 28, ☒ 21 (508, 413, 693, 427)
directory-entry: — Frau E., Gärtnerstr. 114, H. 4, ☒ 30 (174, 1241, 394, 1255)
directory-entry: — F., Arbtr., Bartholomäusstr. 21, H. 5 (842, 492, 1062, 506)
directory-entry: — Wwe, Minna, Neumünsterstr. 22, ☒ 30 (508, 768, 745, 782)
directory-entry: Wienziers, W., Hauswart, Iffländstr. 39, H. B, ☒ 24 (842, 1176, 1131, 1190)
repaired-document-label (0, 760, 100, 1360)
directory-entry: — Max, Maschinist, Geibelstr. 54, ☒ 30 (1176, 1290, 1401, 1304)
directory-entry: — P., Telemannstr. 17, ☒ 31 (842, 386, 1000, 400)
directory-entry: — Wilh., Brothdlg., Humboldtstr. 126 (842, 768, 1056, 782)
directory-entry: — Wwe., Fr., Leibnizstr. 12, ☒ 23 (174, 1307, 364, 1321)
directory-entry: ☏ VI, 5701 u. 5702, (1196, 1170, 1310, 1184)
directory-entry: — Wwe., C., Martinistr. 17, ☒ 20 (174, 1202, 361, 1216)
directory-entry: Wieringa Wwe., A., Rentiere, auf d. Blöcken 17, ☒ 26 (1176, 1224, 1482, 1238)
directory-entry: Wienefeld Wwe., F., Bartelsstr. 55, H. 3 (508, 255, 734, 269)
directory-entry: — Heinr., Beamter, Schmalenbeckerstr. 36 (1176, 649, 1420, 663)
directory-entry: — Frau M., Klavierlehrerin, Wilhelmsplatz 6, ☒ 4 (508, 742, 790, 756)
directory-entry: ⊙ Wiener Mode-Salon S. Schneider & Co., HR, Damen-Konfektion, BCto: Dresdner B. u. Postscheck-7220, ☏ VI, 824, Alsterdamm 38 b, ☒ 1, Inh: S. Schneider, hier, u. Ed. Heins, Halstenbek (508, 939, 816, 1005)
directory-entry: — Heinr., Bote, Marckmannstr. 62, ☒ 27 (174, 992, 405, 1005)
directory-entry: Wienbeck — (174, 215, 245, 229)
directory-entry: — Herm., Kutscher, Gr.-Borstel, Warnckesweg 12 (842, 321, 1124, 335)
directory-entry: — Ed., Küchenchef, Frankenstr. 44, ☒ 15 (174, 1268, 409, 1282)
directory-entry: — Herm., Arbtr., Ausschlägerallee 125, H. 2, ☒ 27 (508, 163, 797, 177)
directory-entry: — Aug., Hausmakler, Richardstrasse 44, ☒ 22 (174, 1149, 437, 1163)
directory-entry: — Wiener Lebens- und Renten-Versicherungs-Anstalt in Wien (Vollm.-Reg.), Rathausstrasse 19/21, ☒ 1 (508, 913, 816, 940)
directory-column-4 (1176, 150, 1484, 1903)
directory-entry: Grobe Schinkenwurst } S-Marke (1228, 1070, 1432, 1085)
directory-entry: — Max, Maschinenbauer, Marienthalerstrasse 56, ☒ 23 (174, 1057, 482, 1084)
directory-entry: — W., ☏ IV, 3972 N 2, Eilbecktal 38, ☒ 23 (842, 1386, 1084, 1400)
directory-entry: — W., Ausschlägerweg 89, ☒ 35 (842, 1399, 1025, 1413)
directory-entry: TAdr: Alcibiades, (1196, 1155, 1292, 1169)
header-city: Wien (484, 110, 532, 132)
directory-entry: ⊙ Wiepking & Co., HR, Piano-Magazin, Vermietung von Pianos und Flügeln m. späterem Kauf bei sehr vorteilhaften Bedingungen, BCto: Volksb., ☏ III, 9830, Schmiedestr. 7, ☒ 1, u. Schulstr. 4, ☒ 1, Inh: F. R. Trübger (1176, 163, 1484, 229)
directory-entry: — Heinr., Maurer, Eidelstedterweg 119 (174, 663, 400, 677)
directory-entry: — Wiering, Hugo, 1/F Max Wiesener, ☏ IV, 3018, Schrammsweg 35, ☒ 20 (1176, 676, 1484, 703)
